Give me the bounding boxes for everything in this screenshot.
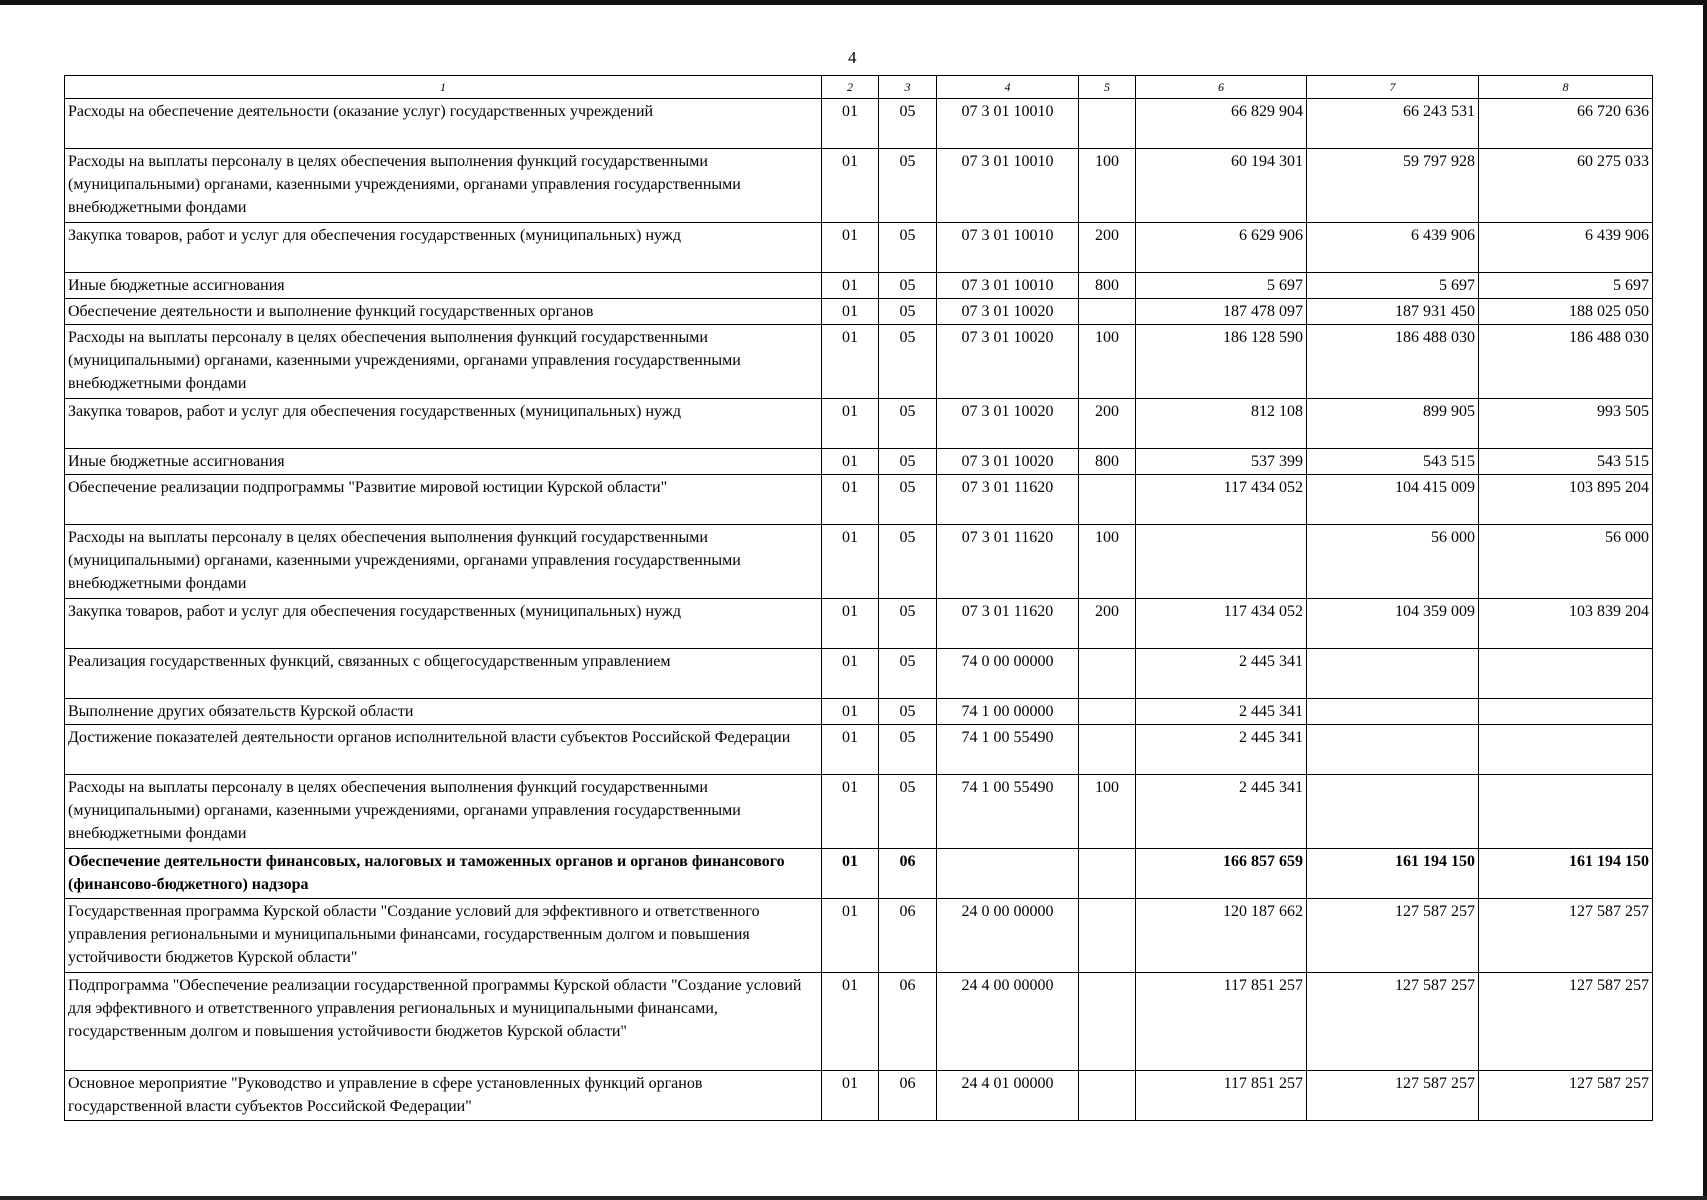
budget-table	[64, 75, 1653, 1121]
section-code-cell: 01	[822, 475, 879, 525]
expense-type-cell	[1079, 299, 1136, 325]
column-number: 5	[1079, 76, 1136, 99]
table-row	[65, 1071, 1653, 1121]
table-row	[65, 449, 1653, 475]
target-article-cell: 74 1 00 00000	[937, 699, 1079, 725]
amount-col7-cell	[1307, 775, 1479, 849]
row-name-cell: Иные бюджетные ассигнования	[65, 273, 822, 299]
row-name-cell: Выполнение других обязательств Курской области	[65, 699, 822, 725]
column-number: 7	[1307, 76, 1479, 99]
subsection-code-cell: 06	[879, 973, 937, 1071]
target-article-cell: 74 0 00 00000	[937, 649, 1079, 699]
amount-col7-cell: 104 359 009	[1307, 599, 1479, 649]
column-number: 6	[1136, 76, 1307, 99]
table-row	[65, 399, 1653, 449]
expense-type-cell: 800	[1079, 449, 1136, 475]
row-name-cell: Закупка товаров, работ и услуг для обеспечения государственных (муниципальных) нужд	[65, 599, 822, 649]
amount-col7-cell: 899 905	[1307, 399, 1479, 449]
subsection-code-cell: 05	[879, 775, 937, 849]
row-name-cell: Обеспечение деятельности финансовых, налоговых и таможенных органов и органов финансового (финансово-бюджетного) надзора	[65, 849, 822, 899]
amount-col6-cell: 2 445 341	[1136, 699, 1307, 725]
amount-col7-cell: 6 439 906	[1307, 223, 1479, 273]
amount-col6-cell: 166 857 659	[1136, 849, 1307, 899]
row-name-cell: Подпрограмма "Обеспечение реализации государственной программы Курской области "Создание условий для эффективного и ответственного управления региональных и муниципальными финансами, государственным долгом и повышения устойчивости бюджетов Курской области"	[65, 973, 822, 1071]
amount-col6-cell: 537 399	[1136, 449, 1307, 475]
amount-col8-cell: 6 439 906	[1479, 223, 1653, 273]
amount-col8-cell: 188 025 050	[1479, 299, 1653, 325]
subsection-code-cell: 05	[879, 525, 937, 599]
amount-col6-cell: 6 629 906	[1136, 223, 1307, 273]
amount-col8-cell: 56 000	[1479, 525, 1653, 599]
row-name-cell: Иные бюджетные ассигнования	[65, 449, 822, 475]
section-code-cell: 01	[822, 599, 879, 649]
table-row	[65, 973, 1653, 1071]
expense-type-cell	[1079, 725, 1136, 775]
subsection-code-cell: 05	[879, 599, 937, 649]
expense-type-cell	[1079, 849, 1136, 899]
subsection-code-cell: 05	[879, 725, 937, 775]
table-row	[65, 99, 1653, 149]
section-code-cell: 01	[822, 99, 879, 149]
table-row	[65, 899, 1653, 973]
table-row	[65, 325, 1653, 399]
target-article-cell: 07 3 01 10010	[937, 273, 1079, 299]
subsection-code-cell: 06	[879, 1071, 937, 1121]
subsection-code-cell: 05	[879, 449, 937, 475]
target-article-cell: 07 3 01 11620	[937, 599, 1079, 649]
amount-col8-cell: 161 194 150	[1479, 849, 1653, 899]
target-article-cell: 07 3 01 11620	[937, 525, 1079, 599]
amount-col8-cell	[1479, 649, 1653, 699]
table-row	[65, 273, 1653, 299]
subsection-code-cell: 05	[879, 299, 937, 325]
target-article-cell: 24 0 00 00000	[937, 899, 1079, 973]
expense-type-cell: 100	[1079, 525, 1136, 599]
row-name-cell: Закупка товаров, работ и услуг для обеспечения государственных (муниципальных) нужд	[65, 223, 822, 273]
amount-col8-cell: 103 895 204	[1479, 475, 1653, 525]
table-row	[65, 223, 1653, 273]
section-code-cell: 01	[822, 899, 879, 973]
table-row	[65, 525, 1653, 599]
amount-col8-cell: 993 505	[1479, 399, 1653, 449]
amount-col8-cell: 60 275 033	[1479, 149, 1653, 223]
amount-col8-cell: 5 697	[1479, 273, 1653, 299]
amount-col6-cell: 187 478 097	[1136, 299, 1307, 325]
column-number: 4	[937, 76, 1079, 99]
target-article-cell: 07 3 01 10010	[937, 223, 1079, 273]
amount-col7-cell: 59 797 928	[1307, 149, 1479, 223]
subsection-code-cell: 05	[879, 149, 937, 223]
amount-col7-cell	[1307, 699, 1479, 725]
amount-col6-cell: 2 445 341	[1136, 725, 1307, 775]
row-name-cell: Расходы на выплаты персоналу в целях обеспечения выполнения функций государственными (муниципальными) органами, казенными учреждениями, органами управления государственными внебюджетными фондами	[65, 775, 822, 849]
column-number: 3	[879, 76, 937, 99]
section-code-cell: 01	[822, 223, 879, 273]
amount-col7-cell: 186 488 030	[1307, 325, 1479, 399]
amount-col7-cell: 127 587 257	[1307, 899, 1479, 973]
amount-col6-cell: 5 697	[1136, 273, 1307, 299]
table-row	[65, 475, 1653, 525]
amount-col7-cell: 543 515	[1307, 449, 1479, 475]
row-name-cell: Расходы на выплаты персоналу в целях обеспечения выполнения функций государственными (муниципальными) органами, казенными учреждениями, органами управления государственными внебюджетными фондами	[65, 525, 822, 599]
section-code-cell: 01	[822, 775, 879, 849]
amount-col8-cell: 66 720 636	[1479, 99, 1653, 149]
target-article-cell: 07 3 01 10010	[937, 149, 1079, 223]
amount-col6-cell	[1136, 525, 1307, 599]
target-article-cell: 24 4 01 00000	[937, 1071, 1079, 1121]
amount-col6-cell: 2 445 341	[1136, 775, 1307, 849]
amount-col6-cell: 186 128 590	[1136, 325, 1307, 399]
target-article-cell: 07 3 01 11620	[937, 475, 1079, 525]
amount-col8-cell: 127 587 257	[1479, 973, 1653, 1071]
expense-type-cell: 200	[1079, 599, 1136, 649]
amount-col6-cell: 2 445 341	[1136, 649, 1307, 699]
column-number: 8	[1479, 76, 1653, 99]
amount-col7-cell: 66 243 531	[1307, 99, 1479, 149]
expense-type-cell	[1079, 475, 1136, 525]
row-name-cell: Основное мероприятие "Руководство и управление в сфере установленных функций органов государственной власти субъектов Российской Федерации"	[65, 1071, 822, 1121]
amount-col8-cell	[1479, 699, 1653, 725]
expense-type-cell: 200	[1079, 223, 1136, 273]
column-number-row	[65, 76, 1653, 99]
amount-col6-cell: 120 187 662	[1136, 899, 1307, 973]
row-name-cell: Обеспечение реализации подпрограммы "Развитие мировой юстиции Курской области"	[65, 475, 822, 525]
target-article-cell: 24 4 00 00000	[937, 973, 1079, 1071]
table-row	[65, 649, 1653, 699]
scan-edge-bottom	[0, 1196, 1707, 1200]
amount-col8-cell: 127 587 257	[1479, 1071, 1653, 1121]
section-code-cell: 01	[822, 525, 879, 599]
amount-col7-cell: 5 697	[1307, 273, 1479, 299]
amount-col7-cell: 104 415 009	[1307, 475, 1479, 525]
row-name-cell: Расходы на обеспечение деятельности (оказание услуг) государственных учреждений	[65, 99, 822, 149]
target-article-cell: 07 3 01 10020	[937, 325, 1079, 399]
section-code-cell: 01	[822, 299, 879, 325]
row-name-cell: Закупка товаров, работ и услуг для обеспечения государственных (муниципальных) нужд	[65, 399, 822, 449]
table-row	[65, 849, 1653, 899]
amount-col7-cell: 127 587 257	[1307, 973, 1479, 1071]
table-row	[65, 149, 1653, 223]
subsection-code-cell: 05	[879, 99, 937, 149]
subsection-code-cell: 06	[879, 899, 937, 973]
target-article-cell: 07 3 01 10010	[937, 99, 1079, 149]
amount-col7-cell: 127 587 257	[1307, 1071, 1479, 1121]
target-article-cell	[937, 849, 1079, 899]
amount-col8-cell: 543 515	[1479, 449, 1653, 475]
amount-col8-cell	[1479, 725, 1653, 775]
amount-col8-cell	[1479, 775, 1653, 849]
row-name-cell: Расходы на выплаты персоналу в целях обеспечения выполнения функций государственными (муниципальными) органами, казенными учреждениями, органами управления государственными внебюджетными фондами	[65, 149, 822, 223]
scan-edge-right	[1703, 0, 1707, 1200]
row-name-cell: Достижение показателей деятельности органов исполнительной власти субъектов Российской Федерации	[65, 725, 822, 775]
section-code-cell: 01	[822, 449, 879, 475]
section-code-cell: 01	[822, 849, 879, 899]
amount-col6-cell: 117 851 257	[1136, 973, 1307, 1071]
expense-type-cell	[1079, 899, 1136, 973]
section-code-cell: 01	[822, 725, 879, 775]
amount-col6-cell: 60 194 301	[1136, 149, 1307, 223]
row-name-cell: Обеспечение деятельности и выполнение функций государственных органов	[65, 299, 822, 325]
expense-type-cell	[1079, 99, 1136, 149]
subsection-code-cell: 05	[879, 273, 937, 299]
subsection-code-cell: 05	[879, 475, 937, 525]
column-number: 2	[822, 76, 879, 99]
section-code-cell: 01	[822, 149, 879, 223]
row-name-cell: Государственная программа Курской области "Создание условий для эффективного и ответственного управления региональными и муниципальными финансами, государственным долгом и повышения устойчивости бюджетов Курской области"	[65, 899, 822, 973]
section-code-cell: 01	[822, 649, 879, 699]
expense-type-cell: 100	[1079, 325, 1136, 399]
row-name-cell: Реализация государственных функций, связанных с общегосударственным управлением	[65, 649, 822, 699]
section-code-cell: 01	[822, 1071, 879, 1121]
subsection-code-cell: 05	[879, 223, 937, 273]
subsection-code-cell: 05	[879, 699, 937, 725]
target-article-cell: 74 1 00 55490	[937, 775, 1079, 849]
section-code-cell: 01	[822, 273, 879, 299]
subsection-code-cell: 05	[879, 399, 937, 449]
page-number: 4	[848, 48, 857, 67]
expense-type-cell	[1079, 699, 1136, 725]
amount-col7-cell	[1307, 649, 1479, 699]
section-code-cell: 01	[822, 325, 879, 399]
expense-type-cell	[1079, 1071, 1136, 1121]
amount-col6-cell: 812 108	[1136, 399, 1307, 449]
expense-type-cell: 800	[1079, 273, 1136, 299]
target-article-cell: 07 3 01 10020	[937, 399, 1079, 449]
section-code-cell: 01	[822, 399, 879, 449]
expense-type-cell: 100	[1079, 775, 1136, 849]
subsection-code-cell: 05	[879, 325, 937, 399]
section-code-cell: 01	[822, 699, 879, 725]
amount-col6-cell: 66 829 904	[1136, 99, 1307, 149]
table-row	[65, 299, 1653, 325]
amount-col7-cell	[1307, 725, 1479, 775]
table-row	[65, 725, 1653, 775]
scan-edge-top	[0, 0, 1707, 5]
amount-col8-cell: 186 488 030	[1479, 325, 1653, 399]
table-row	[65, 699, 1653, 725]
amount-col7-cell: 56 000	[1307, 525, 1479, 599]
expense-type-cell	[1079, 973, 1136, 1071]
subsection-code-cell: 06	[879, 849, 937, 899]
column-number: 1	[65, 76, 822, 99]
target-article-cell: 74 1 00 55490	[937, 725, 1079, 775]
target-article-cell: 07 3 01 10020	[937, 449, 1079, 475]
table-body	[65, 99, 1653, 1121]
target-article-cell: 07 3 01 10020	[937, 299, 1079, 325]
amount-col8-cell: 127 587 257	[1479, 899, 1653, 973]
amount-col7-cell: 161 194 150	[1307, 849, 1479, 899]
row-name-cell: Расходы на выплаты персоналу в целях обеспечения выполнения функций государственными (муниципальными) органами, казенными учреждениями, органами управления государственными внебюджетными фондами	[65, 325, 822, 399]
expense-type-cell: 100	[1079, 149, 1136, 223]
amount-col7-cell: 187 931 450	[1307, 299, 1479, 325]
subsection-code-cell: 05	[879, 649, 937, 699]
expense-type-cell	[1079, 649, 1136, 699]
amount-col6-cell: 117 434 052	[1136, 599, 1307, 649]
amount-col8-cell: 103 839 204	[1479, 599, 1653, 649]
amount-col6-cell: 117 851 257	[1136, 1071, 1307, 1121]
table-row	[65, 775, 1653, 849]
section-code-cell: 01	[822, 973, 879, 1071]
amount-col6-cell: 117 434 052	[1136, 475, 1307, 525]
table-row	[65, 599, 1653, 649]
expense-type-cell: 200	[1079, 399, 1136, 449]
